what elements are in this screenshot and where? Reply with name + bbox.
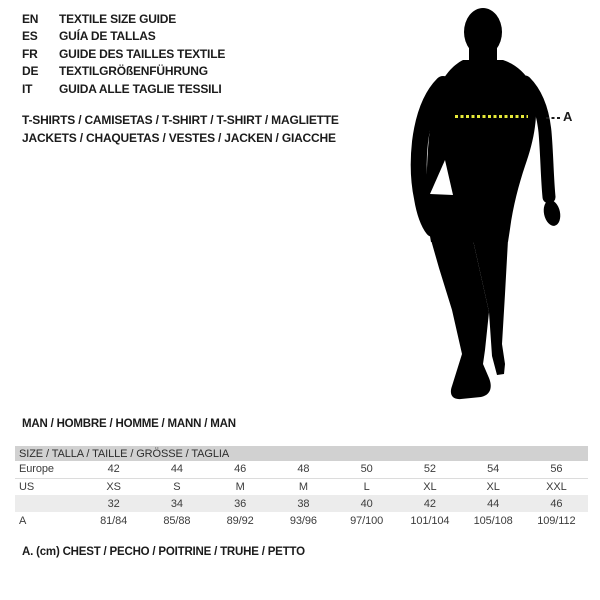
section-title-man: MAN / HOMBRE / HOMME / MANN / MAN [22,418,236,430]
table-row-chest-cm [15,512,588,529]
table-cell: 54 [462,461,525,478]
table-header: SIZE / TALLA / TAILLE / GRÖSSE / TAGLIA [15,446,588,461]
table-header-row [15,446,588,461]
language-row [22,28,225,45]
table-cell: XL [423,480,437,493]
table-cell: 81/84 [100,514,128,527]
table-cell: 32 [107,497,120,510]
language-row [22,11,225,28]
language-code: ES [22,29,38,44]
language-code: FR [22,46,38,61]
table-cell: 50 [335,461,398,478]
table-cell: 52 [398,461,461,478]
table-cell: 46 [550,497,563,510]
table-cell: 93/96 [289,514,317,527]
measurement-footnote: A. (cm) CHEST / PECHO / POITRINE / TRUHE / PETTO [22,546,305,558]
table-cell: 34 [170,497,183,510]
table-cell: L [363,480,370,493]
row-label: Europe [15,461,82,478]
table-cell: 48 [272,461,335,478]
language-title: GUIDE DES TAILLES TEXTILE [59,46,226,61]
language-title: GUÍA DE TALLAS [59,29,156,44]
language-title: TEXTILE SIZE GUIDE [59,12,177,26]
table-cell: XL [486,480,500,493]
table-cell: 105/108 [473,514,513,527]
measure-callout-dashes [546,117,560,119]
size-table [15,446,588,529]
table-cell: XS [106,480,121,493]
table-cell: M [235,480,245,493]
row-label [15,495,82,512]
table-cell: 56 [525,461,588,478]
language-row [22,46,225,63]
table-row-numeric [15,495,588,512]
table-cell: 89/92 [226,514,254,527]
language-code: EN [22,12,39,26]
table-cell: 46 [209,461,272,478]
table-cell: XXL [546,480,567,493]
table-cell: 36 [234,497,247,510]
language-title: GUIDA ALLE TAGLIE TESSILI [59,81,222,96]
garment-category-list [22,111,339,147]
category-line-jackets: JACKETS / CHAQUETAS / VESTES / JACKEN / GIACCHE [22,131,336,145]
language-code: DE [22,64,39,79]
language-row [22,81,225,98]
table-cell: 40 [360,497,373,510]
table-row-europe [15,461,588,478]
row-label: US [19,480,35,493]
table-cell: 101/104 [410,514,450,527]
table-cell: 42 [423,497,436,510]
row-label: A [19,514,27,527]
category-line-tshirts: T-SHIRTS / CAMISETAS / T-SHIRT / T-SHIRT / MAGLIETTE [22,113,339,127]
man-silhouette-icon [405,2,575,407]
language-row [22,63,225,80]
language-title-list [22,11,225,98]
table-cell: S [173,480,181,493]
table-cell: 44 [487,497,500,510]
table-cell: M [298,480,308,493]
table-cell: 97/100 [350,514,384,527]
table-row-us [15,478,588,495]
table-cell: 85/88 [163,514,191,527]
table-cell: 44 [145,461,208,478]
chest-measure-dashed-line [455,115,528,118]
table-cell: 109/112 [537,514,576,527]
table-cell: 42 [82,461,145,478]
measure-label-a: A [563,109,573,124]
table-cell: 38 [297,497,310,510]
language-code: IT [22,81,33,96]
language-title: TEXTILGRÖßENFÜHRUNG [59,64,208,79]
